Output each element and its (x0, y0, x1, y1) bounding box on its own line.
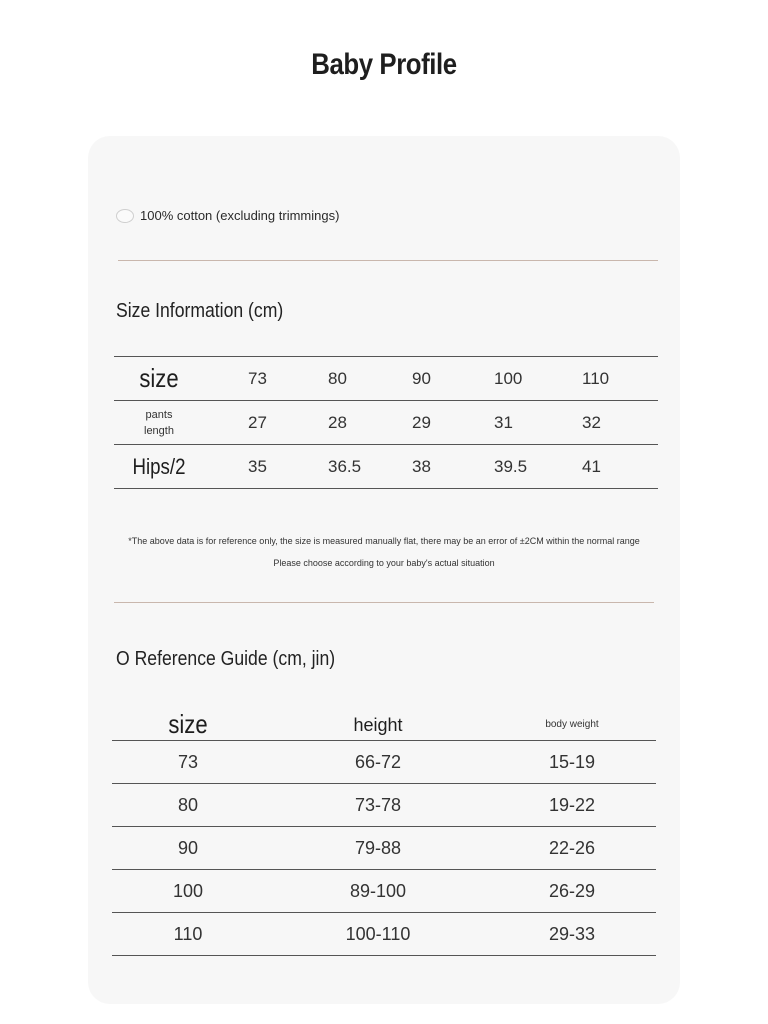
circle-icon (116, 209, 134, 223)
hips-label: Hips/2 (132, 453, 186, 479)
table-cell: 35 (248, 456, 267, 476)
ref-height-cell: 73-78 (354, 794, 402, 815)
ref-weight-cell: 26-29 (548, 880, 596, 901)
table-row (112, 784, 656, 827)
ref-header-height: height (353, 715, 403, 735)
ref-weight-cell: 29-33 (548, 923, 596, 944)
ref-size-cell: 100 (172, 880, 204, 901)
table-cell: 29 (412, 412, 431, 432)
size-header-cell: 110 (582, 368, 610, 388)
ref-height-cell: 66-72 (354, 751, 402, 772)
ref-size-cell: 80 (177, 794, 199, 815)
table-row (112, 870, 656, 913)
table-row (112, 827, 656, 870)
ref-header-weight: body weight (545, 719, 599, 730)
table-row (112, 741, 656, 784)
advice-note: Please choose according to your baby's actual situation (273, 558, 495, 568)
ref-height-cell: 100-110 (345, 923, 411, 944)
ref-height-cell: 89-100 (349, 880, 407, 901)
size-header-cell: 100 (494, 368, 523, 388)
table-cell: 41 (582, 456, 601, 476)
size-header-cell: 73 (248, 368, 267, 388)
table-cell: 28 (328, 412, 347, 432)
table-cell: 32 (582, 412, 601, 432)
disclaimer-note: *The above data is for reference only, the size is measured manually flat, there may be an error of ±2CM within the normal range (128, 536, 640, 546)
size-info-title: Size Information (cm) (116, 300, 284, 322)
table-cell: 27 (248, 412, 267, 432)
pants-length-label-line1: pants (145, 408, 173, 421)
material-row (116, 208, 339, 223)
ref-header-size: size (168, 709, 208, 739)
page-title: Baby Profile (311, 48, 457, 81)
ref-weight-cell: 19-22 (548, 794, 596, 815)
table-cell: 31 (494, 412, 513, 432)
ref-size-cell: 73 (177, 751, 199, 772)
table-cell: 36.5 (328, 456, 362, 476)
reference-table-header (112, 702, 656, 741)
divider (118, 260, 658, 261)
material-text: 100% cotton (excluding trimmings) (140, 208, 340, 223)
reference-guide-title: O Reference Guide (cm, jin) (116, 648, 336, 670)
size-table-header-row (114, 356, 658, 401)
ref-height-cell: 79-88 (354, 837, 402, 858)
ref-size-cell: 90 (177, 837, 199, 858)
table-cell: 39.5 (494, 456, 528, 476)
ref-weight-cell: 22-26 (548, 837, 596, 858)
size-header-cell: 80 (328, 368, 347, 388)
size-table-row-hips (114, 445, 658, 489)
size-table (114, 356, 658, 489)
ref-weight-cell: 15-19 (548, 751, 596, 772)
ref-size-cell: 110 (173, 923, 203, 944)
profile-card (88, 136, 680, 1004)
table-row (112, 913, 656, 956)
reference-table (112, 702, 656, 956)
table-cell: 38 (412, 456, 431, 476)
size-table-row-pants-length (114, 401, 658, 445)
size-header-cell: 90 (412, 368, 431, 388)
size-header-label: size (139, 363, 179, 393)
divider (114, 602, 654, 603)
pants-length-label (114, 401, 204, 444)
pants-length-label-line2: length (144, 424, 174, 437)
